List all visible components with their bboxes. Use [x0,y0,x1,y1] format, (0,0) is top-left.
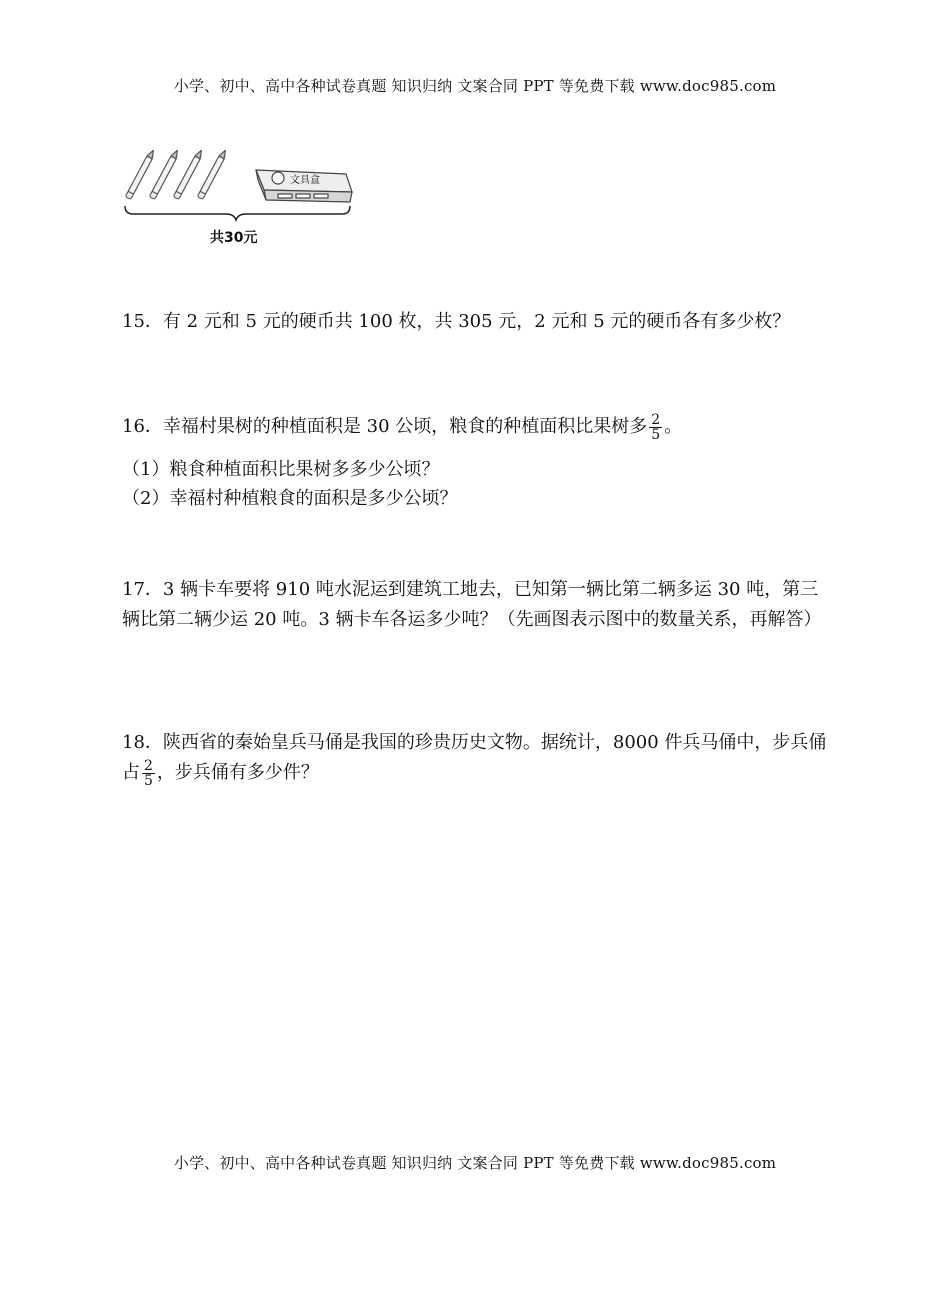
total-brace [125,206,350,220]
figure-caption: 共30元 [210,230,258,246]
question-16: 16．幸福村果树的种植面积是 30 公顷，粮食的种植面积比果树多 $\frac{2}{5}$ 。 [122,411,683,443]
question-18-text: 18．陕西省的秦始皇兵马俑是我国的珍贵历史文物。据统计，8000 件兵马俑中，步兵俑占 [122,732,827,783]
question-16-sub1: （1）粮食种植面积比果树多多少公顷？ [122,459,440,480]
question-15: 15．有 2 元和 5 元的硬币共 100 枚，共 305 元，2 元和 5 元的硬币各有多少枚？ [122,311,791,332]
pencil-box-label: 文具盒 [290,175,320,186]
question-17: 17．3 辆卡车要将 910 吨水泥运到建筑工地去，已知第一辆比第二辆多运 30 吨，第三辆比第二辆少运 20 吨。3 辆卡车各运多少吨？（先画图表示图中的数量关系，再解答） [122,579,822,630]
fraction: $\frac{2}{5}$ [144,757,153,789]
fraction: $\frac{2}{5}$ [651,411,661,443]
page-header: 小学、初中、高中各种试卷真题 知识归纳 文案合同 PPT 等免费下载 www.doc985.com [173,77,777,95]
question-16-text: 16．幸福村果树的种植面积是 30 公顷，粮食的种植面积比果树多 [122,416,648,437]
question-16-sub2: （2）幸福村种植粮食的面积是多少公顷？ [122,488,458,509]
page-footer: 小学、初中、高中各种试卷真题 知识归纳 文案合同 PPT 等免费下载 www.doc985.com [173,1154,777,1172]
question-18: 18．陕西省的秦始皇兵马俑是我国的珍贵历史文物。据统计，8000 件兵马俑中，步兵俑占 $\frac{2}{5}$ ，步兵俑有多少件？ [122,732,827,789]
pens-illustration [125,150,228,199]
